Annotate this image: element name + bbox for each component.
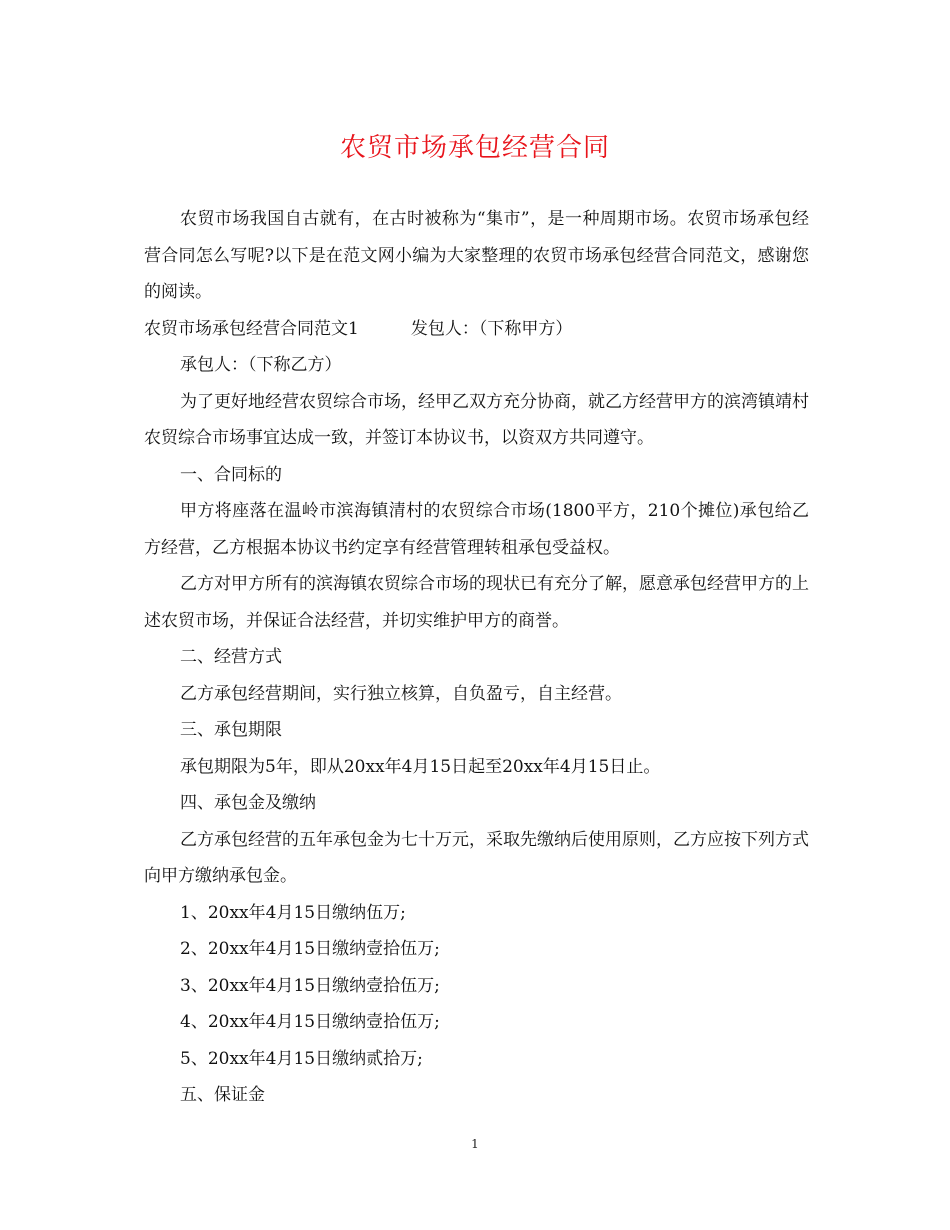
payment-item-4: 4、20xx年4月15日缴纳壹拾伍万; (180, 1012, 440, 1032)
subject-paragraph-2: 乙方对甲方所有的滨海镇农贸综合市场的现状已有充分了解，愿意承包经营甲方的上述农贸市场，并保证合法经营，并切实维护甲方的商誉。 (144, 574, 809, 631)
section-heading-term: 三、承包期限 (180, 720, 282, 740)
payment-item-5: 5、20xx年4月15日缴纳贰拾万; (180, 1048, 423, 1069)
sample-heading: 农贸市场承包经营合同范文1 (144, 318, 359, 339)
payment-item-1: 1、20xx年4月15日缴纳伍万; (180, 902, 406, 923)
contractor-label: 承包人：（下称乙方） (180, 355, 342, 375)
intro-paragraph: 农贸市场我国自古就有，在古时被称为“集市”，是一种周期市场。农贸市场承包经营合同怎么写呢?以下是在范文网小编为大家整理的农贸市场承包经营合同范文，感谢您的阅读。 (144, 209, 809, 302)
document-body (144, 201, 809, 1114)
payment-item-3: 3、20xx年4月15日缴纳壹拾伍万; (180, 975, 440, 996)
document-title: 农贸市场承包经营合同 (339, 133, 610, 163)
preamble-paragraph: 为了更好地经营农贸综合市场，经甲乙双方充分协商，就乙方经营甲方的滨湾镇靖村农贸综合市场事宜达成一致，并签订本协议书，以资双方共同遵守。 (144, 391, 809, 448)
payment-paragraph: 乙方承包经营的五年承包金为七十万元，采取先缴纳后使用原则，乙方应按下列方式向甲方缴纳承包金。 (144, 829, 809, 886)
section-heading-payment: 四、承包金及缴纳 (180, 793, 316, 813)
page-number: 1 (471, 1137, 479, 1151)
section-heading-deposit: 五、保证金 (180, 1085, 265, 1105)
term-paragraph: 承包期限为5年，即从20xx年4月15日起至20xx年4月15日止。 (180, 756, 661, 777)
section-heading-subject: 一、合同标的 (180, 464, 282, 485)
contract-header-line (144, 311, 809, 348)
issuer-label: 发包人：（下称甲方） (410, 318, 573, 339)
operation-paragraph: 乙方承包经营期间，实行独立核算，自负盈亏，自主经营。 (180, 683, 622, 704)
payment-item-2: 2、20xx年4月15日缴纳壹拾伍万; (180, 939, 440, 959)
section-heading-operation: 二、经营方式 (180, 647, 282, 667)
subject-paragraph-1: 甲方将座落在温岭市滨海镇清村的农贸综合市场(1800平方，210个摊位)承包给乙方经营，乙方根据本协议书约定享有经营管理转租承包受益权。 (144, 501, 809, 558)
